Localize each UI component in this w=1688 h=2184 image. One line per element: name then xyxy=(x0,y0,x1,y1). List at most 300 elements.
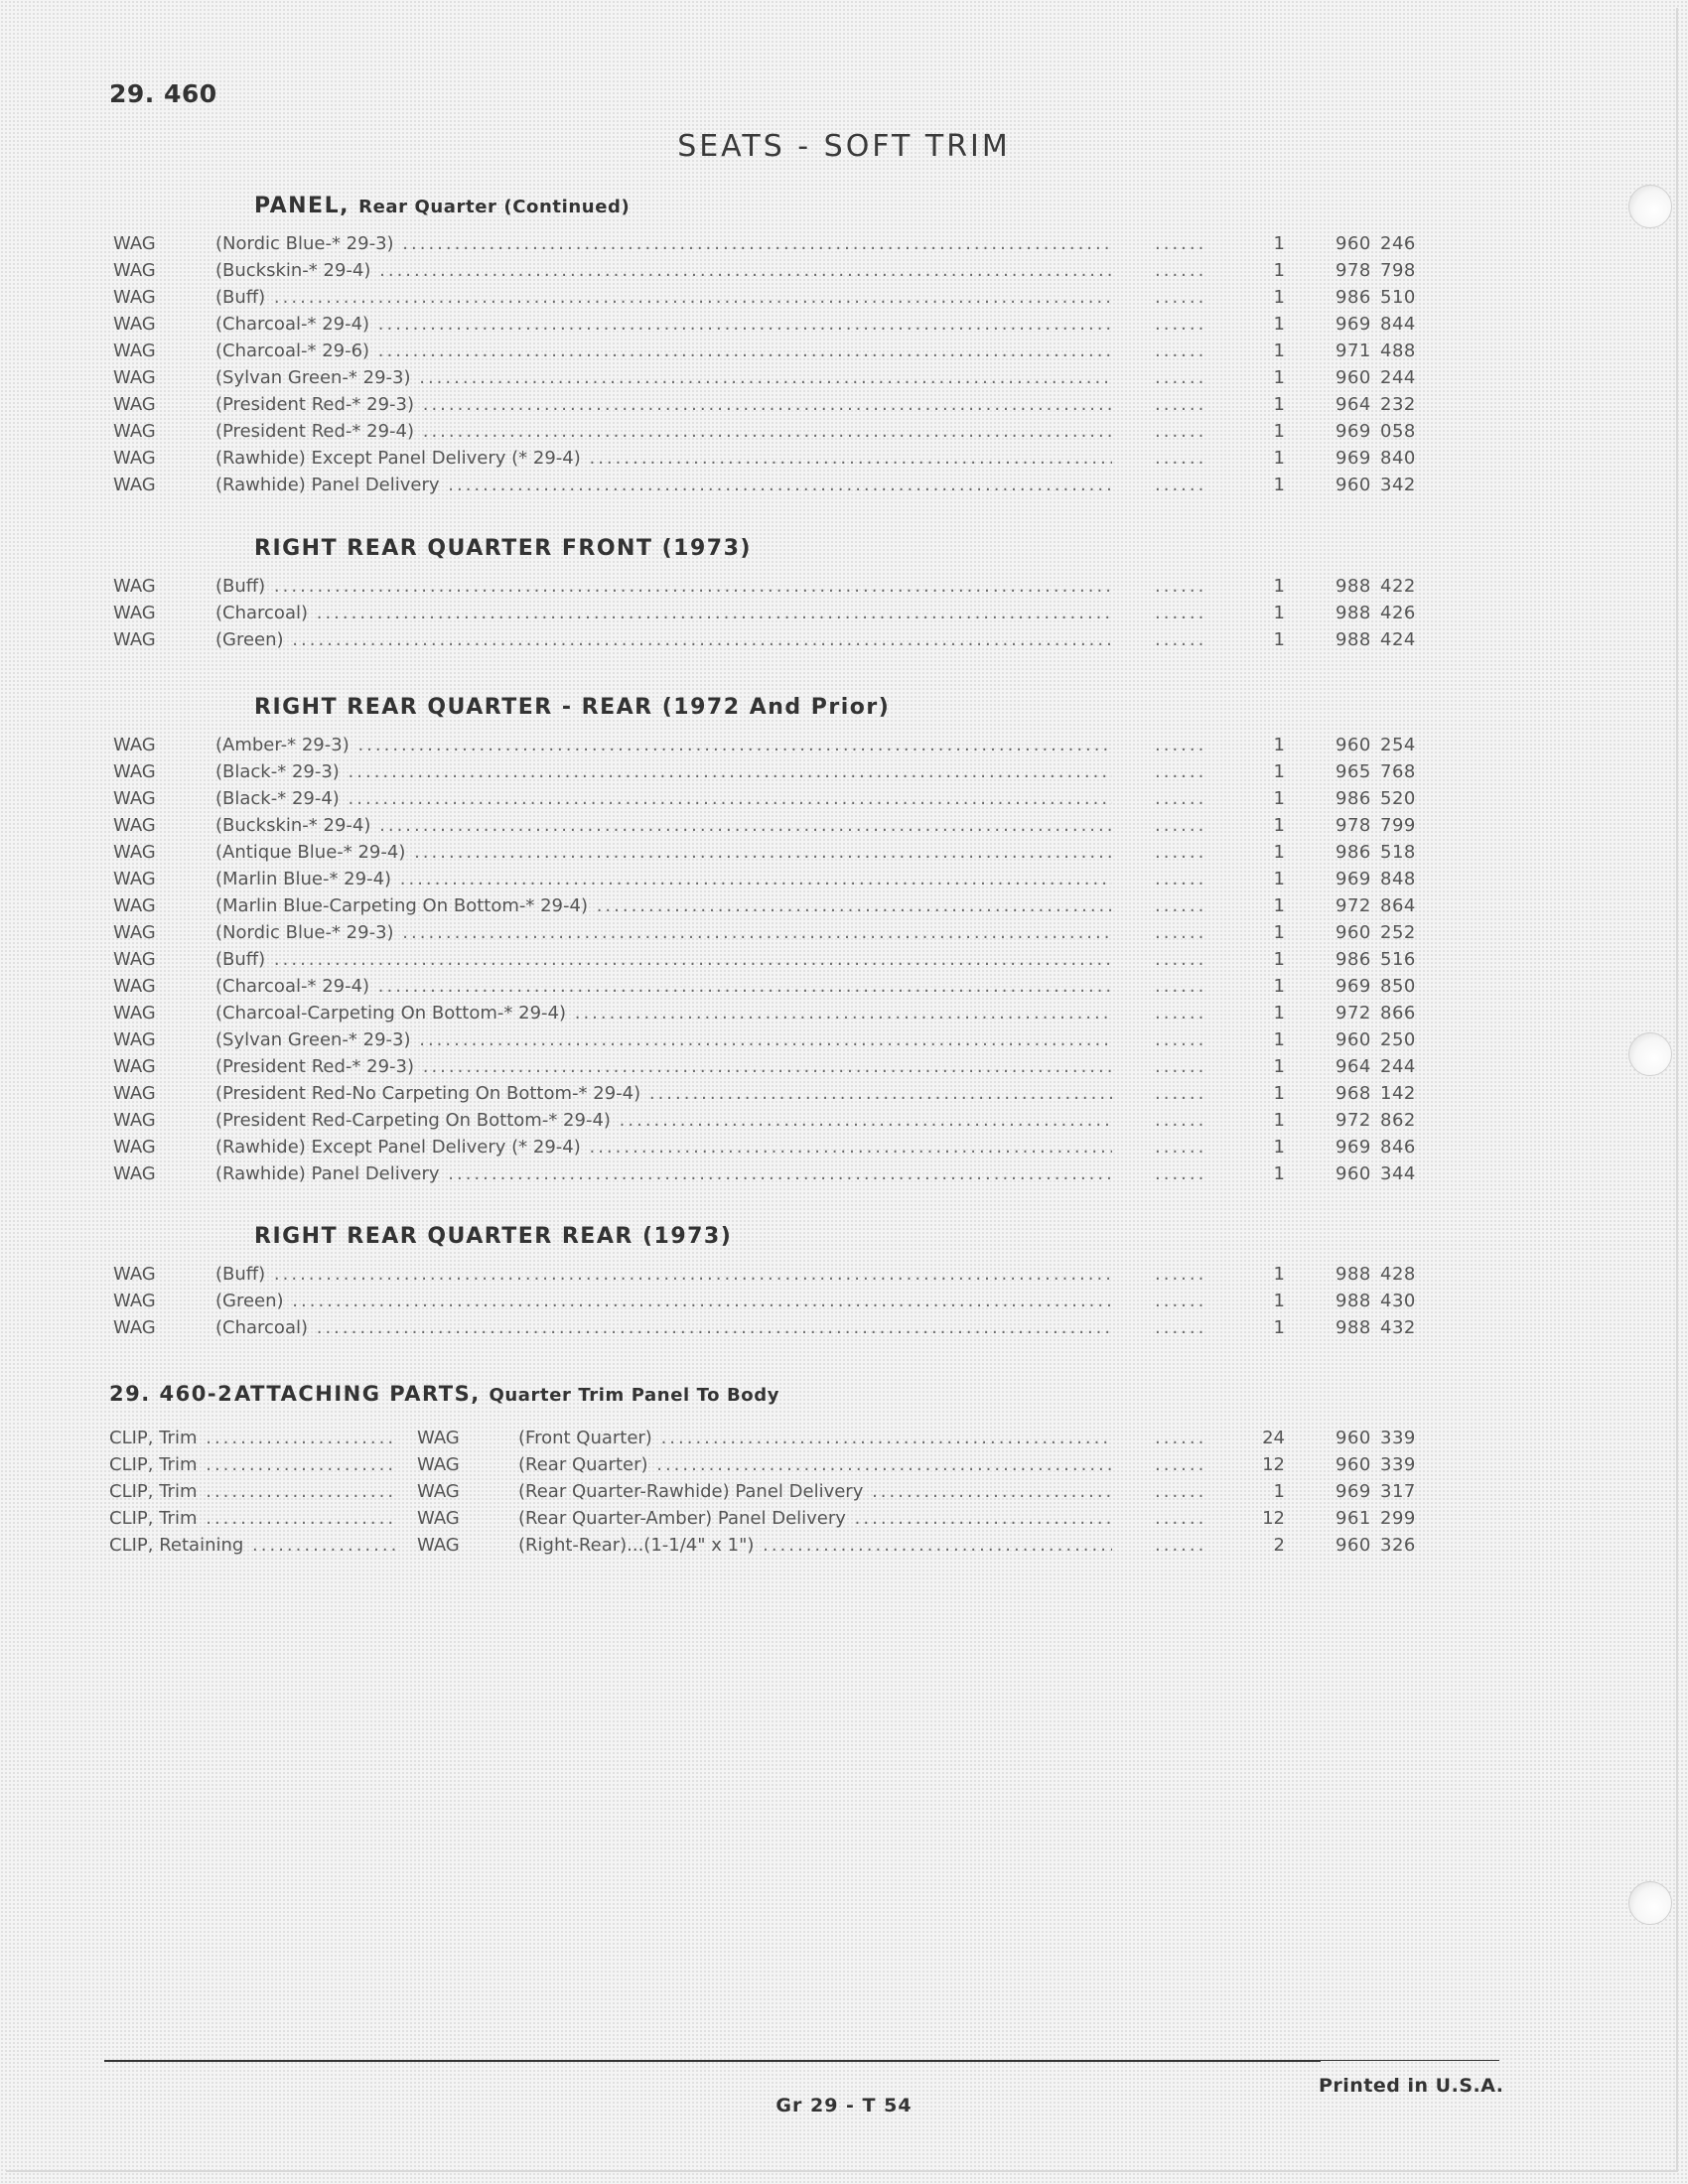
table-row xyxy=(0,1003,1688,1029)
model-code: WAG xyxy=(113,976,156,997)
part-number-suffix: 252 xyxy=(1380,922,1416,943)
quantity: 1 xyxy=(1273,1137,1285,1158)
part-number-suffix: 339 xyxy=(1380,1454,1416,1475)
model-code: WAG xyxy=(113,842,156,863)
table-row xyxy=(0,1029,1688,1056)
part-number-suffix: 246 xyxy=(1380,233,1416,254)
table-row xyxy=(0,815,1688,842)
quantity: 2 xyxy=(1273,1535,1285,1556)
table-row xyxy=(0,976,1688,1003)
section-heading xyxy=(0,536,1688,576)
part-number-prefix: 960 xyxy=(1336,1163,1371,1184)
part-description: (Charcoal-* 29-4) ..... xyxy=(215,314,1112,335)
quantity: 1 xyxy=(1273,1163,1285,1184)
part-description: (Front Quarter) ..... xyxy=(518,1428,1112,1448)
part-number-prefix: 969 xyxy=(1336,448,1371,469)
part-description: (Rawhide) Panel Delivery ..... xyxy=(215,1163,1112,1184)
part-number-suffix: 844 xyxy=(1380,314,1416,335)
dot-leader: ...... xyxy=(1155,815,1207,836)
part-number-suffix: 432 xyxy=(1380,1317,1416,1338)
quantity: 1 xyxy=(1273,1110,1285,1131)
part-number-suffix: 058 xyxy=(1380,421,1416,442)
part-number-suffix: 510 xyxy=(1380,287,1416,308)
part-number-prefix: 964 xyxy=(1336,394,1371,415)
table-row xyxy=(0,1291,1688,1317)
quantity: 1 xyxy=(1273,949,1285,970)
dot-leader: ...... xyxy=(1155,341,1207,361)
part-number-prefix: 972 xyxy=(1336,895,1371,916)
part-number-prefix: 988 xyxy=(1336,1291,1371,1311)
dot-leader: ...... xyxy=(1155,842,1207,863)
model-code: WAG xyxy=(113,922,156,943)
part-number-suffix: 516 xyxy=(1380,949,1416,970)
part-number-prefix: 986 xyxy=(1336,788,1371,809)
part-number-prefix: 960 xyxy=(1336,1428,1371,1448)
model-code: WAG xyxy=(113,1163,156,1184)
model-code: WAG xyxy=(113,1291,156,1311)
part-description: (Buff) ..... xyxy=(215,949,1112,970)
part-number-suffix: 846 xyxy=(1380,1137,1416,1158)
part-description: (Black-* 29-3) ..... xyxy=(215,761,1112,782)
part-number-suffix: 840 xyxy=(1380,448,1416,469)
table-row xyxy=(0,1428,1688,1454)
heading-main: RIGHT REAR QUARTER FRONT (1973) xyxy=(254,536,752,561)
part-number-prefix: 960 xyxy=(1336,233,1371,254)
quantity: 1 xyxy=(1273,576,1285,597)
part-number-suffix: 768 xyxy=(1380,761,1416,782)
dot-leader: ...... xyxy=(1155,761,1207,782)
part-description: (Marlin Blue-Carpeting On Bottom-* 29-4) ..... xyxy=(215,895,1112,916)
part-number-suffix: 299 xyxy=(1380,1508,1416,1529)
model-code: WAG xyxy=(417,1454,460,1475)
part-name: CLIP, Trim ..... xyxy=(109,1454,397,1475)
model-code: WAG xyxy=(113,367,156,388)
table-row xyxy=(0,1317,1688,1344)
table-row xyxy=(0,1083,1688,1110)
dot-leader: ...... xyxy=(1155,1428,1207,1448)
model-code: WAG xyxy=(113,1056,156,1077)
model-code: WAG xyxy=(113,603,156,623)
part-number-prefix: 960 xyxy=(1336,1029,1371,1050)
part-number-prefix: 986 xyxy=(1336,842,1371,863)
table-row xyxy=(0,1137,1688,1163)
part-number-suffix: 798 xyxy=(1380,260,1416,281)
model-code: WAG xyxy=(113,815,156,836)
part-number-suffix: 862 xyxy=(1380,1110,1416,1131)
table-row xyxy=(0,1454,1688,1481)
table-row xyxy=(0,448,1688,475)
parts-list xyxy=(0,1264,1688,1344)
heading-main: RIGHT REAR QUARTER REAR (1973) xyxy=(254,1224,733,1249)
part-number-suffix: 317 xyxy=(1380,1481,1416,1502)
part-name: CLIP, Trim ..... xyxy=(109,1481,397,1502)
part-number-prefix: 986 xyxy=(1336,287,1371,308)
quantity: 1 xyxy=(1273,1003,1285,1024)
section-heading-text xyxy=(254,194,630,218)
parts-list xyxy=(0,735,1688,1190)
table-row xyxy=(0,421,1688,448)
table-row xyxy=(0,735,1688,761)
model-code: WAG xyxy=(113,1137,156,1158)
part-description: (Green) ..... xyxy=(215,1291,1112,1311)
part-description: (Rawhide) Except Panel Delivery (* 29-4) ..... xyxy=(215,448,1112,469)
part-description: (Green) ..... xyxy=(215,629,1112,650)
quantity: 1 xyxy=(1273,1029,1285,1050)
table-row xyxy=(0,394,1688,421)
part-number-suffix: 520 xyxy=(1380,788,1416,809)
table-row xyxy=(0,367,1688,394)
part-number-prefix: 969 xyxy=(1336,1137,1371,1158)
quantity: 1 xyxy=(1273,421,1285,442)
section-heading xyxy=(0,194,1688,233)
part-description: (Charcoal-* 29-6) ..... xyxy=(215,341,1112,361)
part-description: (Buff) ..... xyxy=(215,576,1112,597)
part-number-suffix: 250 xyxy=(1380,1029,1416,1050)
quantity: 1 xyxy=(1273,976,1285,997)
dot-leader: ...... xyxy=(1155,314,1207,335)
dot-leader: ...... xyxy=(1155,421,1207,442)
footer-page-ref: Gr 29 - T 54 xyxy=(775,2095,913,2116)
footer-rule-short xyxy=(1321,2060,1499,2061)
part-number-prefix: 960 xyxy=(1336,735,1371,755)
heading-main: RIGHT REAR QUARTER - REAR (1972 And Prior) xyxy=(254,695,891,720)
model-code: WAG xyxy=(113,949,156,970)
parts-list xyxy=(0,576,1688,656)
parts-list xyxy=(0,233,1688,501)
part-description: (President Red-* 29-3) ..... xyxy=(215,394,1112,415)
part-number-prefix: 965 xyxy=(1336,761,1371,782)
part-description: (Nordic Blue-* 29-3) ..... xyxy=(215,233,1112,254)
part-number-prefix: 988 xyxy=(1336,1264,1371,1285)
quantity: 1 xyxy=(1273,314,1285,335)
part-description: (Buff) ..... xyxy=(215,1264,1112,1285)
model-code: WAG xyxy=(417,1508,460,1529)
part-description: (Sylvan Green-* 29-3) ..... xyxy=(215,1029,1112,1050)
model-code: WAG xyxy=(417,1428,460,1448)
table-row xyxy=(0,1508,1688,1535)
heading-main: ATTACHING PARTS, xyxy=(234,1382,481,1406)
part-number-prefix: 988 xyxy=(1336,629,1371,650)
dot-leader: ...... xyxy=(1155,976,1207,997)
table-row xyxy=(0,233,1688,260)
quantity: 1 xyxy=(1273,895,1285,916)
part-number-suffix: 428 xyxy=(1380,1264,1416,1285)
model-code: WAG xyxy=(113,260,156,281)
model-code: WAG xyxy=(113,233,156,254)
table-row xyxy=(0,1264,1688,1291)
footer-rule xyxy=(104,2060,1321,2062)
part-number-suffix: 866 xyxy=(1380,1003,1416,1024)
part-number-prefix: 960 xyxy=(1336,922,1371,943)
part-number-suffix: 232 xyxy=(1380,394,1416,415)
dot-leader: ...... xyxy=(1155,448,1207,469)
part-number-prefix: 978 xyxy=(1336,815,1371,836)
parts-list xyxy=(0,1428,1688,1562)
model-code: WAG xyxy=(113,788,156,809)
dot-leader: ...... xyxy=(1155,1029,1207,1050)
part-description: (President Red-* 29-3) ..... xyxy=(215,1056,1112,1077)
part-number-suffix: 488 xyxy=(1380,341,1416,361)
table-row xyxy=(0,1535,1688,1562)
section-heading xyxy=(0,1382,1688,1422)
model-code: WAG xyxy=(113,421,156,442)
section-heading-text xyxy=(234,1382,779,1406)
part-number-prefix: 961 xyxy=(1336,1508,1371,1529)
quantity: 1 xyxy=(1273,1317,1285,1338)
table-row xyxy=(0,761,1688,788)
part-description: (President Red-No Carpeting On Bottom-* 29-4) ..... xyxy=(215,1083,1112,1104)
quantity: 1 xyxy=(1273,287,1285,308)
quantity: 1 xyxy=(1273,629,1285,650)
heading-main: PANEL, xyxy=(254,194,350,218)
dot-leader: ...... xyxy=(1155,922,1207,943)
part-description: (Nordic Blue-* 29-3) ..... xyxy=(215,922,1112,943)
section-panel-rear-quarter xyxy=(0,194,1688,501)
section-heading xyxy=(0,1224,1688,1264)
part-number-suffix: 142 xyxy=(1380,1083,1416,1104)
dot-leader: ...... xyxy=(1155,1481,1207,1502)
model-code: WAG xyxy=(113,895,156,916)
part-number-suffix: 422 xyxy=(1380,576,1416,597)
part-number-prefix: 978 xyxy=(1336,260,1371,281)
part-description: (Amber-* 29-3) ..... xyxy=(215,735,1112,755)
quantity: 1 xyxy=(1273,233,1285,254)
table-row xyxy=(0,260,1688,287)
part-number-prefix: 960 xyxy=(1336,1535,1371,1556)
model-code: WAG xyxy=(113,314,156,335)
model-code: WAG xyxy=(113,475,156,495)
part-number-suffix: 244 xyxy=(1380,367,1416,388)
dot-leader: ...... xyxy=(1155,1137,1207,1158)
table-row xyxy=(0,1110,1688,1137)
part-description: (Buff) ..... xyxy=(215,287,1112,308)
model-code: WAG xyxy=(113,629,156,650)
dot-leader: ...... xyxy=(1155,1508,1207,1529)
part-description: (President Red-Carpeting On Bottom-* 29-4) ..... xyxy=(215,1110,1112,1131)
quantity: 1 xyxy=(1273,922,1285,943)
model-code: WAG xyxy=(113,576,156,597)
section-right-rear-quarter-rear-1973 xyxy=(0,1224,1688,1344)
model-code: WAG xyxy=(113,869,156,889)
model-code: WAG xyxy=(113,1083,156,1104)
dot-leader: ...... xyxy=(1155,233,1207,254)
part-description: (Charcoal-* 29-4) ..... xyxy=(215,976,1112,997)
binder-hole-bottom xyxy=(1628,1881,1672,1925)
part-description: (Black-* 29-4) ..... xyxy=(215,788,1112,809)
part-number-prefix: 960 xyxy=(1336,367,1371,388)
page-number: 29. 460 xyxy=(109,79,217,108)
table-row xyxy=(0,629,1688,656)
part-description: (Rawhide) Panel Delivery ..... xyxy=(215,475,1112,495)
model-code: WAG xyxy=(113,1029,156,1050)
part-number-prefix: 968 xyxy=(1336,1083,1371,1104)
model-code: WAG xyxy=(113,287,156,308)
part-description: (President Red-* 29-4) ..... xyxy=(215,421,1112,442)
quantity: 1 xyxy=(1273,815,1285,836)
model-code: WAG xyxy=(113,448,156,469)
quantity: 1 xyxy=(1273,1056,1285,1077)
part-number-prefix: 969 xyxy=(1336,976,1371,997)
part-number-suffix: 254 xyxy=(1380,735,1416,755)
table-row xyxy=(0,1481,1688,1508)
dot-leader: ...... xyxy=(1155,1264,1207,1285)
page-title: SEATS - SOFT TRIM xyxy=(677,129,1011,164)
table-row xyxy=(0,869,1688,895)
dot-leader: ...... xyxy=(1155,1535,1207,1556)
quantity: 24 xyxy=(1262,1428,1285,1448)
part-number-suffix: 864 xyxy=(1380,895,1416,916)
part-description: (Rear Quarter) ..... xyxy=(518,1454,1112,1475)
part-number-prefix: 972 xyxy=(1336,1110,1371,1131)
part-name: CLIP, Retaining ..... xyxy=(109,1535,397,1556)
table-row xyxy=(0,895,1688,922)
quantity: 1 xyxy=(1273,394,1285,415)
dot-leader: ...... xyxy=(1155,1083,1207,1104)
quantity: 1 xyxy=(1273,1481,1285,1502)
section-right-rear-quarter-rear-1972 xyxy=(0,695,1688,1190)
dot-leader: ...... xyxy=(1155,394,1207,415)
table-row xyxy=(0,576,1688,603)
part-number-prefix: 971 xyxy=(1336,341,1371,361)
section-right-rear-quarter-front-1973 xyxy=(0,536,1688,656)
dot-leader: ...... xyxy=(1155,1454,1207,1475)
quantity: 1 xyxy=(1273,735,1285,755)
quantity: 1 xyxy=(1273,1083,1285,1104)
model-code: WAG xyxy=(113,1110,156,1131)
quantity: 1 xyxy=(1273,1291,1285,1311)
quantity: 1 xyxy=(1273,260,1285,281)
part-number-prefix: 964 xyxy=(1336,1056,1371,1077)
heading-sub: Quarter Trim Panel To Body xyxy=(489,1385,780,1406)
table-row xyxy=(0,1056,1688,1083)
dot-leader: ...... xyxy=(1155,629,1207,650)
quantity: 1 xyxy=(1273,603,1285,623)
dot-leader: ...... xyxy=(1155,1056,1207,1077)
quantity: 1 xyxy=(1273,869,1285,889)
table-row xyxy=(0,842,1688,869)
footer-printed: Printed in U.S.A. xyxy=(1319,2075,1504,2097)
table-row xyxy=(0,341,1688,367)
part-number-suffix: 342 xyxy=(1380,475,1416,495)
dot-leader: ...... xyxy=(1155,260,1207,281)
part-number-suffix: 799 xyxy=(1380,815,1416,836)
model-code: WAG xyxy=(113,1317,156,1338)
part-description: (Charcoal) ..... xyxy=(215,603,1112,623)
part-number-prefix: 960 xyxy=(1336,1454,1371,1475)
quantity: 1 xyxy=(1273,788,1285,809)
part-number-suffix: 430 xyxy=(1380,1291,1416,1311)
part-number-suffix: 424 xyxy=(1380,629,1416,650)
part-number-prefix: 972 xyxy=(1336,1003,1371,1024)
dot-leader: ...... xyxy=(1155,735,1207,755)
dot-leader: ...... xyxy=(1155,1163,1207,1184)
part-number-prefix: 969 xyxy=(1336,314,1371,335)
part-description: (Rear Quarter-Rawhide) Panel Delivery ..... xyxy=(518,1481,1112,1502)
heading-number: 29. 460-2 xyxy=(109,1382,234,1406)
part-number-suffix: 850 xyxy=(1380,976,1416,997)
dot-leader: ...... xyxy=(1155,949,1207,970)
part-number-suffix: 244 xyxy=(1380,1056,1416,1077)
part-description: (Right-Rear)...(1-1/4" x 1") ..... xyxy=(518,1535,1112,1556)
part-name: CLIP, Trim ..... xyxy=(109,1428,397,1448)
table-row xyxy=(0,314,1688,341)
part-description: (Sylvan Green-* 29-3) ..... xyxy=(215,367,1112,388)
section-attaching-parts xyxy=(0,1382,1688,1562)
dot-leader: ...... xyxy=(1155,869,1207,889)
dot-leader: ...... xyxy=(1155,576,1207,597)
table-row xyxy=(0,1163,1688,1190)
table-row xyxy=(0,475,1688,501)
part-number-prefix: 988 xyxy=(1336,1317,1371,1338)
part-number-prefix: 969 xyxy=(1336,869,1371,889)
model-code: WAG xyxy=(417,1535,460,1556)
dot-leader: ...... xyxy=(1155,1003,1207,1024)
quantity: 12 xyxy=(1262,1454,1285,1475)
table-row xyxy=(0,922,1688,949)
part-description: (Buckskin-* 29-4) ..... xyxy=(215,815,1112,836)
model-code: WAG xyxy=(113,761,156,782)
part-number-prefix: 988 xyxy=(1336,576,1371,597)
heading-sub: Rear Quarter (Continued) xyxy=(358,197,631,217)
part-description: (Rawhide) Except Panel Delivery (* 29-4) ..... xyxy=(215,1137,1112,1158)
quantity: 1 xyxy=(1273,761,1285,782)
part-number-prefix: 969 xyxy=(1336,421,1371,442)
model-code: WAG xyxy=(113,1003,156,1024)
quantity: 1 xyxy=(1273,341,1285,361)
part-number-suffix: 344 xyxy=(1380,1163,1416,1184)
part-number-prefix: 986 xyxy=(1336,949,1371,970)
dot-leader: ...... xyxy=(1155,895,1207,916)
dot-leader: ...... xyxy=(1155,788,1207,809)
part-number-prefix: 969 xyxy=(1336,1481,1371,1502)
dot-leader: ...... xyxy=(1155,367,1207,388)
table-row xyxy=(0,788,1688,815)
part-description: (Charcoal-Carpeting On Bottom-* 29-4) ..... xyxy=(215,1003,1112,1024)
dot-leader: ...... xyxy=(1155,1317,1207,1338)
dot-leader: ...... xyxy=(1155,287,1207,308)
part-description: (Antique Blue-* 29-4) ..... xyxy=(215,842,1112,863)
model-code: WAG xyxy=(417,1481,460,1502)
dot-leader: ...... xyxy=(1155,1110,1207,1131)
part-number-suffix: 518 xyxy=(1380,842,1416,863)
quantity: 1 xyxy=(1273,448,1285,469)
part-description: (Marlin Blue-* 29-4) ..... xyxy=(215,869,1112,889)
model-code: WAG xyxy=(113,394,156,415)
quantity: 1 xyxy=(1273,1264,1285,1285)
dot-leader: ...... xyxy=(1155,603,1207,623)
quantity: 1 xyxy=(1273,367,1285,388)
model-code: WAG xyxy=(113,1264,156,1285)
part-number-prefix: 988 xyxy=(1336,603,1371,623)
part-name: CLIP, Trim ..... xyxy=(109,1508,397,1529)
part-description: (Rear Quarter-Amber) Panel Delivery ..... xyxy=(518,1508,1112,1529)
table-row xyxy=(0,949,1688,976)
dot-leader: ...... xyxy=(1155,1291,1207,1311)
quantity: 1 xyxy=(1273,842,1285,863)
part-number-suffix: 848 xyxy=(1380,869,1416,889)
section-heading xyxy=(0,695,1688,735)
part-description: (Buckskin-* 29-4) ..... xyxy=(215,260,1112,281)
quantity: 12 xyxy=(1262,1508,1285,1529)
quantity: 1 xyxy=(1273,475,1285,495)
part-number-prefix: 960 xyxy=(1336,475,1371,495)
part-number-suffix: 426 xyxy=(1380,603,1416,623)
model-code: WAG xyxy=(113,735,156,755)
table-row xyxy=(0,287,1688,314)
dot-leader: ...... xyxy=(1155,475,1207,495)
part-number-suffix: 326 xyxy=(1380,1535,1416,1556)
table-row xyxy=(0,603,1688,629)
